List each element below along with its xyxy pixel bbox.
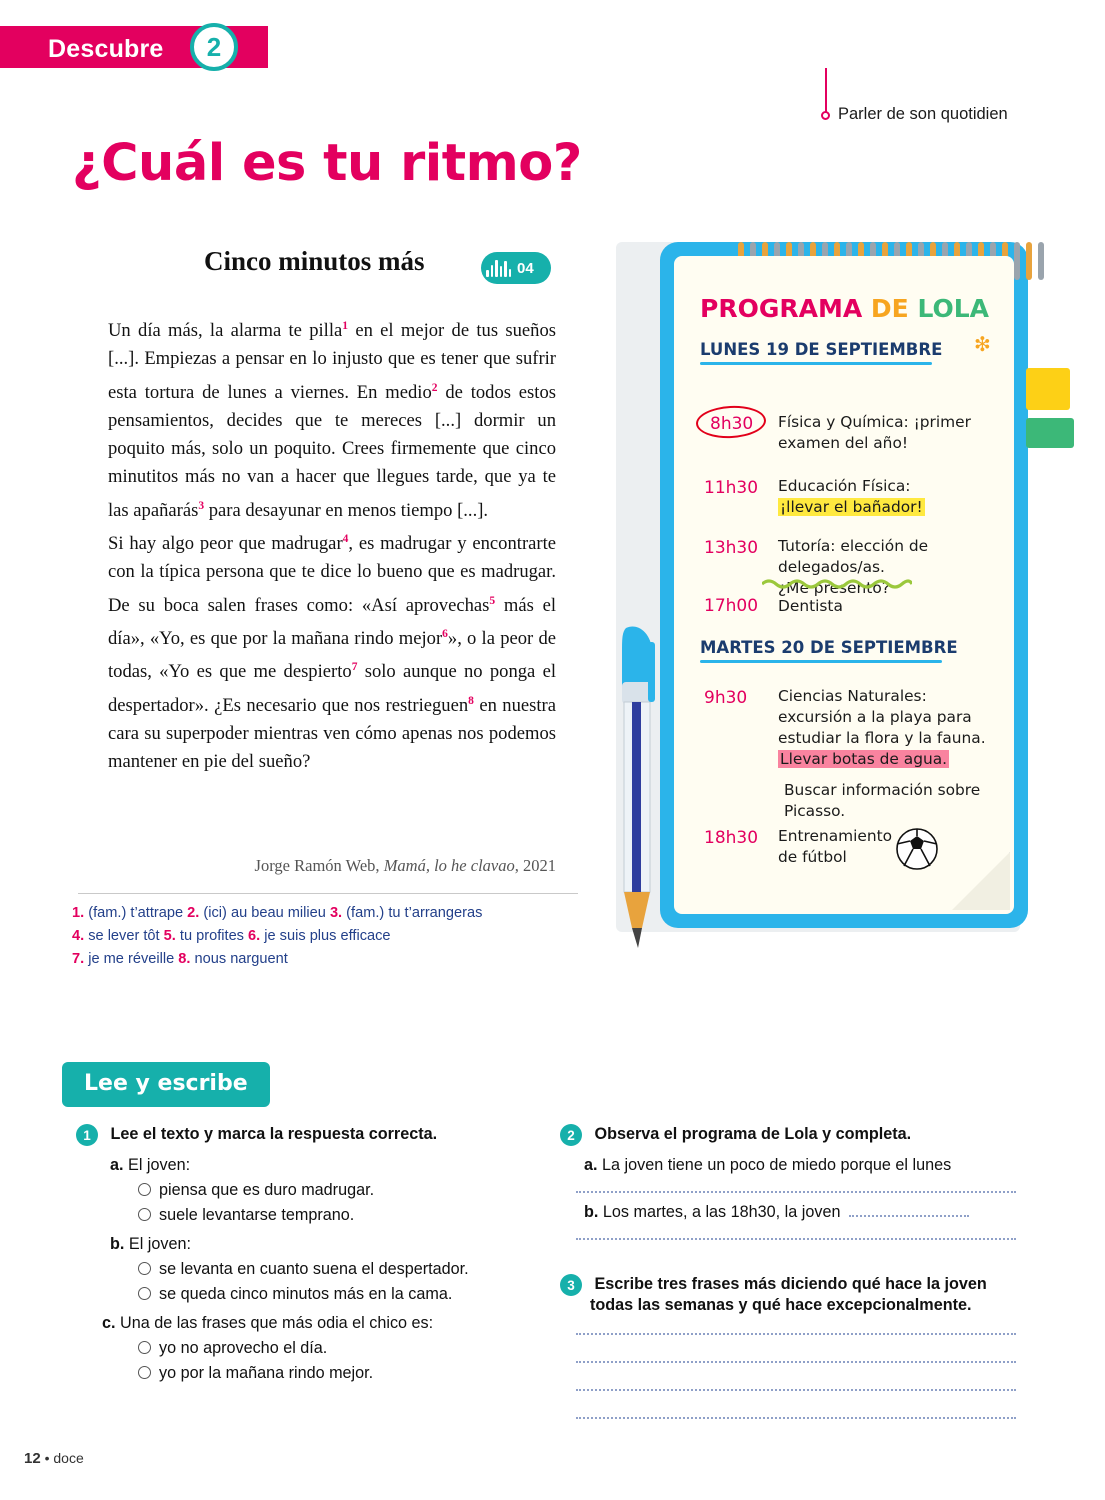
exercise-2-instruction: Observa el programa de Lola y completa. bbox=[594, 1125, 912, 1144]
day-2-entry-3-text bbox=[778, 826, 892, 868]
objective-text: Parler de son quotidien bbox=[838, 105, 1008, 123]
day-1-entry-4-time: 17h00 bbox=[704, 596, 759, 616]
exercise-3-instruction-line-2: todas las semanas y qué hace excepcionalmente. bbox=[590, 1296, 972, 1314]
exercise-2-number: 2 bbox=[560, 1124, 582, 1146]
page-number: 12 bbox=[24, 1450, 41, 1467]
exercise-1-item-b bbox=[110, 1235, 546, 1304]
day-2-entry-1-time: 9h30 bbox=[704, 688, 748, 708]
option-label: suele levantarse temprano. bbox=[159, 1206, 355, 1224]
option-label: se queda cinco minutos más en la cama. bbox=[159, 1285, 453, 1303]
reading-paragraph-2: Si hay algo peor que madrugar$^4$, es madrugar y encontrarte con la típica persona que te dice lo bueno que es madrugar. De su boca salen frases como: «Así aprovechas$^5$ más el día», «Yo, es que por la mañana rindo mejor$^6$», o la peor de todas, «Yo es que me despierto$^7$ solo aunque no ponga el despertador». ¿Es necesario que nos restrieguen$^8$ en nuestra cara su superpoder mientras ven cómo apenas nos podemos mantener en pie del sueño? bbox=[108, 532, 556, 773]
audio-track-badge[interactable] bbox=[481, 252, 551, 284]
entry-text-line: de fútbol bbox=[778, 848, 847, 866]
soccer-ball-icon bbox=[896, 828, 938, 870]
item-letter: a. bbox=[584, 1156, 598, 1174]
exercise-3-number: 3 bbox=[560, 1274, 582, 1296]
option-label: piensa que es duro madrugar. bbox=[159, 1181, 375, 1199]
item-stem: El joven: bbox=[128, 1156, 191, 1174]
notebook-illustration bbox=[608, 222, 1078, 952]
credit-work: Mamá, lo he clavao bbox=[383, 856, 515, 875]
radio-option[interactable] bbox=[138, 1181, 546, 1200]
radio-option[interactable] bbox=[138, 1339, 546, 1358]
notebook-tab-green bbox=[1026, 418, 1074, 448]
radio-option[interactable] bbox=[138, 1285, 546, 1304]
notebook-title bbox=[700, 294, 989, 323]
notebook-day-1-heading: LUNES 19 DE SEPTIEMBRE bbox=[700, 340, 943, 359]
radio-option[interactable] bbox=[138, 1260, 546, 1279]
entry-text-line: excursión a la playa para bbox=[778, 708, 972, 726]
radio-icon[interactable] bbox=[138, 1287, 151, 1300]
exercise-1-item-a bbox=[110, 1156, 546, 1225]
day-2-entry-3-time: 18h30 bbox=[704, 828, 759, 848]
exercise-2-item-b bbox=[584, 1203, 1040, 1222]
notebook-page bbox=[674, 256, 1014, 914]
radio-option[interactable] bbox=[138, 1206, 546, 1225]
radio-icon[interactable] bbox=[138, 1183, 151, 1196]
page-number-word: doce bbox=[53, 1450, 84, 1466]
notebook-day-2-heading: MARTES 20 DE SEPTIEMBRE bbox=[700, 638, 958, 657]
day-2-underline bbox=[700, 660, 942, 663]
squiggle-underline-icon bbox=[762, 578, 912, 590]
exercise-1-instruction: Lee el texto y marca la respuesta correcta. bbox=[110, 1125, 438, 1144]
item-stem: El joven: bbox=[128, 1235, 191, 1253]
item-stem: Una de las frases que más odia el chico es: bbox=[120, 1314, 434, 1332]
exercise-1-number: 1 bbox=[76, 1124, 98, 1146]
day-1-entry-4-text: Dentista bbox=[778, 597, 843, 615]
audio-wave-icon bbox=[486, 259, 511, 277]
radio-icon[interactable] bbox=[138, 1262, 151, 1275]
day-1-entry-1-text bbox=[778, 412, 971, 454]
exercise-2-item-a bbox=[584, 1156, 1040, 1175]
unit-label: Descubre bbox=[48, 35, 164, 63]
reading-subtitle: Cinco minutos más bbox=[204, 246, 425, 276]
section-heading: Lee y escribe bbox=[62, 1062, 270, 1107]
entry-text-line: Educación Física: bbox=[778, 477, 911, 495]
audio-number: 04 bbox=[517, 259, 534, 277]
entry-text-line: ¿Me presento? bbox=[778, 579, 890, 597]
day-2-entry-2-text: Buscar información sobre Picasso. bbox=[784, 781, 981, 820]
radio-option[interactable] bbox=[138, 1364, 546, 1383]
notebook-title-word-3: LOLA bbox=[917, 294, 990, 323]
answer-line-inline[interactable] bbox=[849, 1215, 969, 1217]
footnote-divider bbox=[78, 893, 578, 894]
entry-text-line: Ciencias Naturales: bbox=[778, 687, 927, 705]
day-1-entry-3-time: 13h30 bbox=[704, 538, 759, 558]
reading-body bbox=[108, 312, 556, 777]
option-label: yo no aprovecho el día. bbox=[159, 1339, 328, 1357]
radio-icon[interactable] bbox=[138, 1366, 151, 1379]
objective-dot-icon bbox=[821, 111, 830, 120]
exercise-3 bbox=[560, 1274, 1040, 1419]
day-1-underline bbox=[700, 362, 932, 365]
item-letter: a. bbox=[110, 1156, 124, 1174]
footer-separator: • bbox=[44, 1450, 50, 1466]
entry-text-line: examen del año! bbox=[778, 434, 909, 452]
notebook-tab-yellow bbox=[1026, 368, 1070, 410]
entry-text-line: Tutoría: elección de delegados/as. bbox=[778, 537, 929, 576]
exercise-2 bbox=[560, 1124, 1040, 1240]
answer-line[interactable] bbox=[576, 1361, 1016, 1363]
answer-line[interactable] bbox=[576, 1417, 1016, 1419]
reading-paragraph-1: Un día más, la alarma te pilla$^1$ en el mejor de tus sueños [...]. Empiezas a pensar en lo injusto que es tener que sufrir esta tortura de lunes a viernes. En medio$^2$ de todos estos pensamientos, decides que te mereces [...] dormir un poquito más, solo un poquito. Crees firmemente que cinco minutitos más no van a hacer que llegues tarde, que ya te las apañarás$^3$ para desayunar en menos tiempo [...]. bbox=[108, 320, 556, 521]
pen-icon bbox=[608, 622, 668, 952]
item-text: Los martes, a las 18h30, la joven bbox=[602, 1203, 841, 1221]
answer-line[interactable] bbox=[576, 1191, 1016, 1193]
item-text: La joven tiene un poco de miedo porque el lunes bbox=[602, 1156, 952, 1174]
day-1-entry-1-time: 8h30 bbox=[710, 414, 754, 434]
notebook-body bbox=[660, 242, 1028, 928]
option-label: se levanta en cuanto suena el despertador. bbox=[159, 1260, 469, 1278]
exercise-1-item-c bbox=[102, 1314, 546, 1383]
entry-text-line: Física y Química: ¡primer bbox=[778, 413, 971, 431]
notebook-title-word-1: PROGRAMA bbox=[700, 294, 863, 323]
item-letter: b. bbox=[110, 1235, 125, 1253]
entry-text-line-highlighted: Llevar botas de agua. bbox=[780, 750, 948, 768]
reading-credit bbox=[108, 856, 556, 876]
answer-line[interactable] bbox=[576, 1333, 1016, 1335]
unit-number-badge: 2 bbox=[190, 23, 238, 71]
exercise-1 bbox=[76, 1124, 546, 1383]
item-letter: b. bbox=[584, 1203, 599, 1221]
credit-year: , 2021 bbox=[514, 856, 556, 875]
footnotes: 1. (fam.) t’attrape 2. (ici) au beau milieu 3. (fam.) tu t’arrangeras 4. se lever tôt 5. tu profites 6. je suis plus efficace 7. je me réveille 8. nous narguent bbox=[72, 905, 483, 967]
page-footer bbox=[24, 1450, 84, 1467]
option-label: yo por la mañana rindo mejor. bbox=[159, 1364, 374, 1382]
credit-author: Jorge Ramón Web, bbox=[254, 856, 384, 875]
item-letter: c. bbox=[102, 1314, 116, 1332]
radio-icon[interactable] bbox=[138, 1341, 151, 1354]
page-title: ¿Cuál es tu ritmo? bbox=[72, 134, 582, 193]
exercise-3-instruction-line-1: Escribe tres frases más diciendo qué hace la joven bbox=[594, 1275, 987, 1294]
objective-leader-line bbox=[825, 68, 827, 115]
day-1-entry-2-time: 11h30 bbox=[704, 478, 759, 498]
entry-text-line-highlighted: ¡llevar el bañador! bbox=[780, 498, 923, 516]
answer-line[interactable] bbox=[576, 1389, 1016, 1391]
entry-text-line: estudiar la flora y la fauna. bbox=[778, 729, 986, 747]
radio-icon[interactable] bbox=[138, 1208, 151, 1221]
flower-icon: ❇ bbox=[974, 334, 991, 356]
entry-text-line: Entrenamiento bbox=[778, 827, 893, 845]
page-corner-fold bbox=[952, 852, 1010, 910]
answer-line[interactable] bbox=[576, 1238, 1016, 1240]
notebook-title-word-2: DE bbox=[870, 294, 909, 323]
day-2-entry-1-text bbox=[778, 686, 986, 770]
day-1-entry-2-text bbox=[778, 476, 925, 518]
